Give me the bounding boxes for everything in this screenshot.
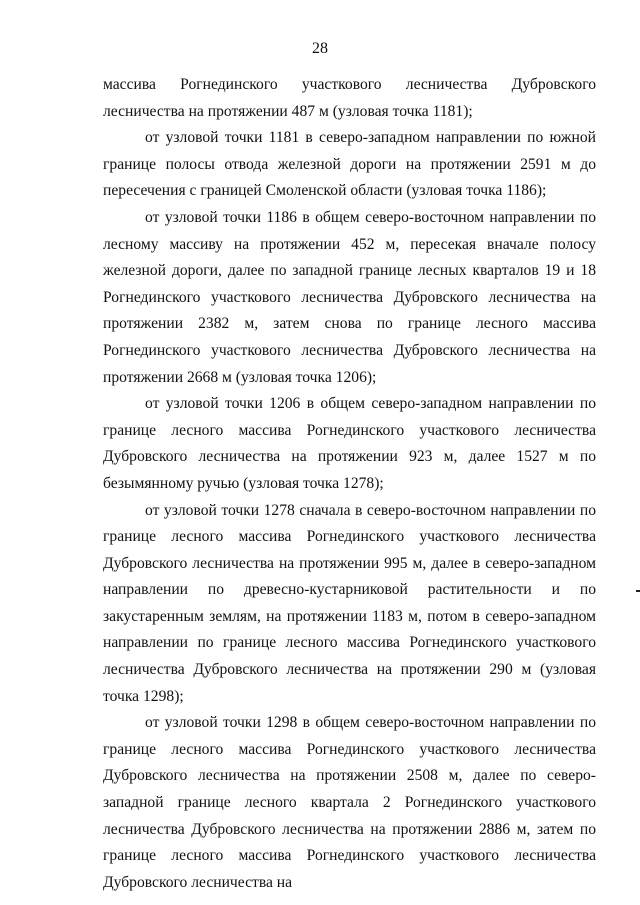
paragraph-last: от узловой точки 1298 в общем северо-восточном направлении по границе лесного массива Рогнединского участкового лесничества Дубровского лесничества на протяжении 2508 м, далее по северо-западной границе лесного квартала 2 Рогнединского участкового лесничества Дубровского лесничества на протяжении 2886 м, затем по границе лесного массива Рогнединского участкового лесничества Дубровского лесничества на [103,714,596,891]
paragraph: от узловой точки 1278 сначала в северо-восточном направлении по границе лесного массива Рогнединского участкового лесничества Дубровского лесничества на протяжении 995 м, далее в северо-западном направлении по древесно-кустарниковой растительности и по закустаренным землям, на протяжении 1183 м, потом в северо-западном направлении по границе лесного массива Рогнединского участкового лесничества Дубровского лесничества на протяжении 290 м (узловая точка 1298); [103,501,596,705]
paragraph-continuation: массива Рогнединского участкового лесничества Дубровского лесничества на протяжении 487 м (узловая точка 1181); [103,76,596,120]
page-number: 28 [312,40,328,57]
document-body [103,72,596,896]
paragraph: от узловой точки 1186 в общем северо-восточном направлении по лесному массиву на протяжении 452 м, пересекая вначале полосу железной дороги, далее по западной границе лесных кварталов 19 и 18 Рогнединского участкового лесничества Дубровского лесничества на протяжении 2382 м, затем снова по границе лесного массива Рогнединского участкового лесничества Дубровского лесничества на протяжении 2668 м (узловая точка 1206); [103,208,596,386]
scan-edge-mark [636,590,640,592]
paragraph: от узловой точки 1181 в северо-западном направлении по южной границе полосы отвода железной дороги на протяжении 2591 м до пересечения с границей Смоленской области (узловая точка 1186); [103,129,596,200]
paragraph: от узловой точки 1206 в общем северо-западном направлении по границе лесного массива Рогнединского участкового лесничества Дубровского лесничества на протяжении 923 м, далее 1527 м по безымянному ручью (узловая точка 1278); [103,395,596,492]
